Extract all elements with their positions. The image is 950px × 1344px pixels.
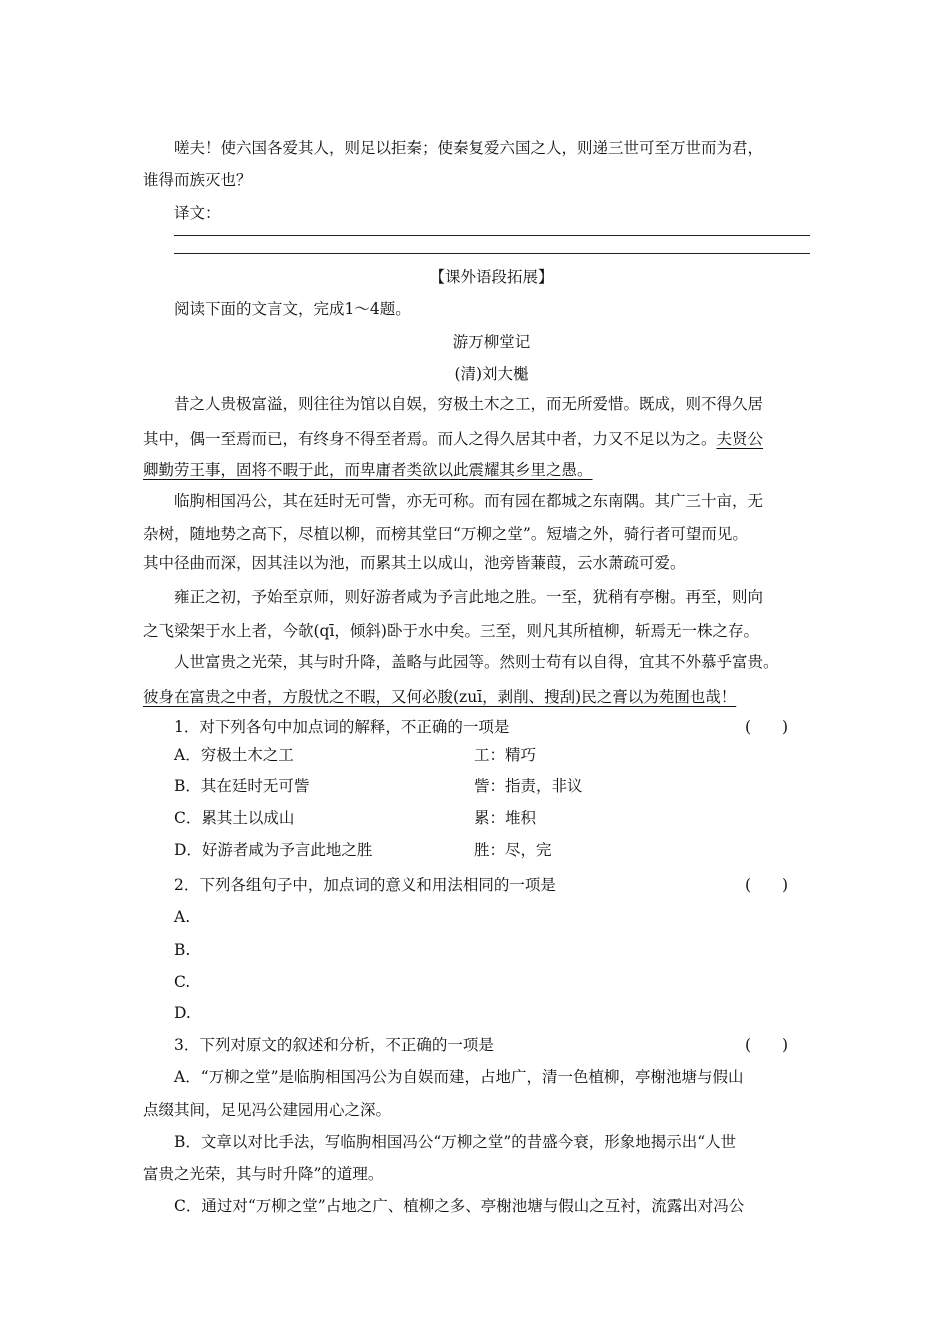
question-3-answer-bracket: ( )	[745, 1036, 789, 1054]
answer-line-1	[174, 235, 810, 236]
question-2-option-a: A.	[174, 908, 191, 926]
question-1-option-d-gloss: 胜：尽，完	[474, 841, 552, 859]
passage-p2-line-2: 杂树，随地势之高下，尽植以柳，而榜其堂曰“万柳之堂”。短墙之外，骑行者可望而见。	[143, 525, 748, 543]
question-1-option-c: C．累其土以成山	[174, 809, 295, 827]
question-2-option-d: D.	[174, 1004, 191, 1022]
passage-author: (清)刘大櫆	[454, 365, 529, 383]
passage-title: 游万柳堂记	[452, 333, 531, 351]
passage-p3-line-2: 之飞梁架于水上者，今欹(qī，倾斜)卧于水中矣。三至，则凡其所植柳，斩焉无一株之存。	[143, 622, 759, 640]
passage-p2-line-3: 其中径曲而深，因其洼以为池，而累其土以成山，池旁皆蒹葭，云水萧疏可爱。	[143, 554, 686, 572]
question-3-option-a-line-2: 点缀其间，足见冯公建园用心之深。	[143, 1101, 392, 1119]
underlined-sentence-1-start: 夫贤公	[716, 430, 764, 448]
question-2-stem: 2．下列各组句子中，加点词的意义和用法相同的一项是	[174, 876, 556, 894]
question-1-option-b: B．其在廷时无可訾	[174, 777, 310, 795]
question-1-option-c-gloss: 累：堆积	[474, 809, 537, 827]
passage-p1-line-2-text: 其中，偶一至焉而已，有终身不得至者焉。而人之得久居其中者，力又不足以为之。	[143, 430, 717, 448]
quote-line-1: 嗟夫！使六国各爱其人，则足以拒秦；使秦复爱六国之人，则递三世可至万世而为君，	[174, 139, 764, 157]
answer-line-2	[174, 253, 810, 254]
question-1-option-b-gloss: 訾：指责，非议	[474, 777, 583, 795]
question-3-option-a-line-1: A．“万柳之堂”是临朐相国冯公为自娱而建，占地广，清一色植柳，亭榭池塘与假山	[174, 1068, 744, 1086]
question-1-option-d: D．好游者咸为予言此地之胜	[174, 841, 373, 859]
instruction: 阅读下面的文言文，完成1～4题。	[174, 300, 411, 318]
question-3-option-b-line-2: 富贵之光荣，其与时升降”的道理。	[143, 1165, 384, 1183]
translation-label: 译文：	[174, 204, 221, 222]
question-2-option-c: C.	[174, 973, 191, 991]
passage-p3-line-1: 雍正之初，予始至京师，则好游者咸为予言此地之胜。一至，犹稍有亭榭。再至，则向	[174, 588, 764, 606]
quote-line-2: 谁得而族灭也？	[143, 171, 252, 189]
question-3-option-c-line-1: C．通过对“万柳之堂”占地之广、植柳之多、亭榭池塘与假山之互衬，流露出对冯公	[174, 1197, 745, 1215]
question-1-option-a-gloss: 工：精巧	[474, 746, 537, 764]
passage-p2-line-1: 临朐相国冯公，其在廷时无可訾，亦无可称。而有园在都城之东南隅。其广三十亩，无	[174, 492, 764, 510]
question-2-answer-bracket: ( )	[745, 876, 789, 894]
underlined-sentence-2: 彼身在富贵之中者，方殷忧之不暇，又何必朘(zuī，剥削、搜刮)民之膏以为苑囿也哉！	[143, 688, 737, 706]
underlined-sentence-1: 卿勤劳王事，固将不暇于此，而卑庸者类欲以此震耀其乡里之愚。	[143, 461, 593, 479]
question-1-stem: 1．对下列各句中加点词的解释，不正确的一项是	[174, 718, 510, 736]
question-1-option-a: A．穷极土木之工	[174, 746, 294, 764]
question-2-option-b: B.	[174, 941, 191, 959]
passage-p1-line-1: 昔之人贵极富溢，则往往为馆以自娱，穷极土木之工，而无所爱惜。既成，则不得久居	[174, 395, 764, 413]
question-3-option-b-line-1: B．文章以对比手法，写临朐相国冯公“万柳之堂”的昔盛今衰，形象地揭示出“人世	[174, 1133, 737, 1151]
question-3-stem: 3．下列对原文的叙述和分析，不正确的一项是	[174, 1036, 494, 1054]
question-1-answer-bracket: ( )	[745, 718, 789, 736]
passage-p4-line-1: 人世富贵之光荣，其与时升降，盖略与此园等。然则士苟有以自得，宜其不外慕乎富贵。	[174, 653, 779, 671]
section-title: 【课外语段拓展】	[429, 268, 554, 286]
passage-p1-line-2	[143, 428, 763, 450]
